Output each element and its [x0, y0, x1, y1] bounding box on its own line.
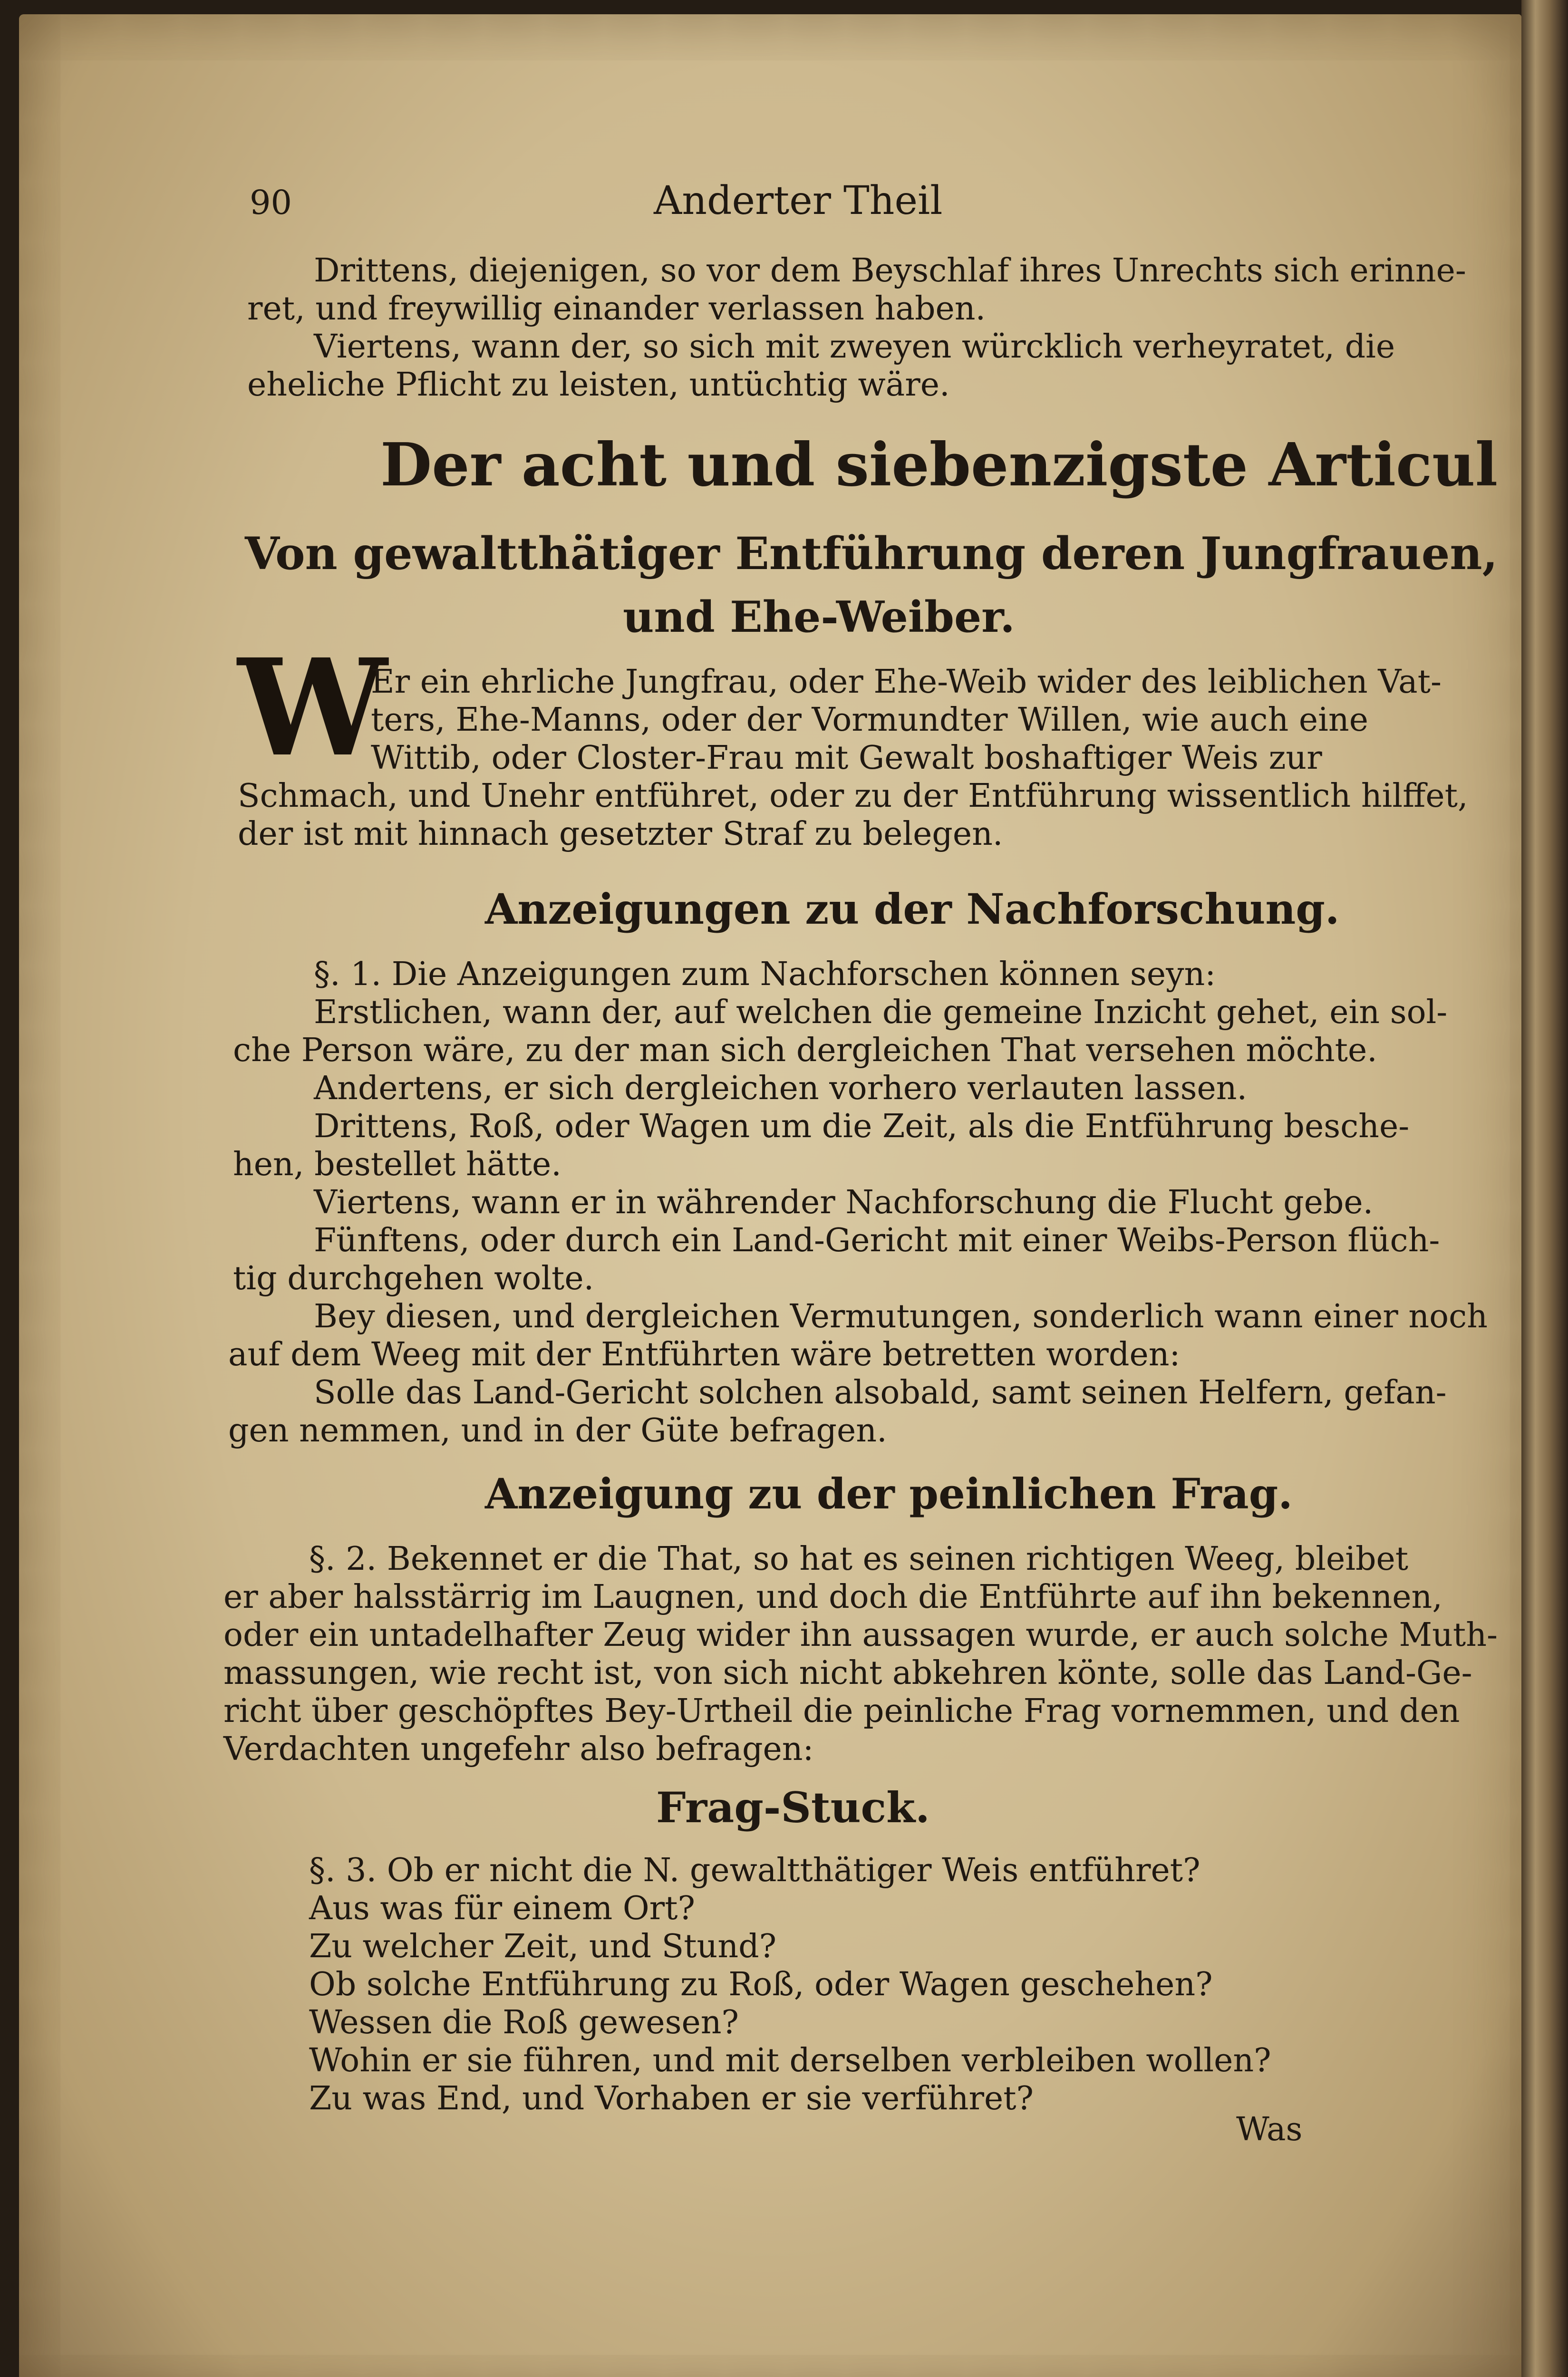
running-title: Anderter Theil: [654, 178, 943, 223]
section-heading: Frag-Stuck.: [656, 1783, 930, 1832]
text-line: Wessen die Roß gewesen?: [309, 2004, 739, 2041]
text-line: oder ein untadelhafter Zeug wider ihn aussagen wurde, er auch solche Muth-: [223, 1616, 1498, 1654]
text-line: er aber halsstärrig im Laugnen, und doch die Entführte auf ihn bekennen,: [223, 1578, 1442, 1616]
text-line: ters, Ehe-Manns, oder der Vormundter Willen, wie auch eine: [371, 701, 1368, 739]
text-line: Verdachten ungefehr also befragen:: [223, 1730, 814, 1768]
text-line: §. 2. Bekennet er die That, so hat es seinen richtigen Weeg, bleibet: [309, 1540, 1409, 1578]
text-line: Zu welcher Zeit, und Stund?: [309, 1928, 777, 1965]
book-gutter: [1521, 0, 1568, 2377]
text-line: Fünftens, oder durch ein Land-Gericht mit einer Weibs-Person flüch-: [314, 1222, 1440, 1259]
text-line: Drittens, diejenigen, so vor dem Beyschlaf ihres Unrechts sich erinne-: [314, 252, 1466, 290]
text-line: gen nemmen, und in der Güte befragen.: [228, 1412, 887, 1449]
text-line: Zu was End, und Vorhaben er sie verführet?: [309, 2080, 1034, 2117]
section-heading: Anzeigung zu der peinlichen Frag.: [485, 1469, 1293, 1518]
text-line: Ob solche Entführung zu Roß, oder Wagen geschehen?: [309, 1966, 1213, 2003]
drop-cap: W: [238, 630, 387, 786]
text-line: ret, und freywillig einander verlassen haben.: [247, 290, 986, 328]
catchword: Was: [1236, 2111, 1303, 2148]
text-line: §. 3. Ob er nicht die N. gewaltthätiger Weis entführet?: [309, 1852, 1200, 1889]
text-line: Andertens, er sich dergleichen vorhero verlauten lassen.: [314, 1070, 1248, 1107]
text-line: eheliche Pflicht zu leisten, untüchtig wäre.: [247, 366, 950, 404]
text-line: richt über geschöpftes Bey-Urtheil die peinliche Frag vornemmen, und den: [223, 1692, 1460, 1730]
text-line: Viertens, wann der, so sich mit zweyen würcklich verheyratet, die: [314, 328, 1395, 366]
text-line: Drittens, Roß, oder Wagen um die Zeit, als die Entführung besche-: [314, 1108, 1410, 1145]
text-line: Erstlichen, wann der, auf welchen die gemeine Inzicht gehet, ein sol-: [314, 994, 1448, 1031]
text-line: Solle das Land-Gericht solchen alsobald, samt seinen Helfern, gefan-: [314, 1374, 1447, 1411]
text-line: Wohin er sie führen, und mit derselben verbleiben wollen?: [309, 2042, 1271, 2079]
text-line: tig durchgehen wolte.: [233, 1260, 594, 1297]
text-line: Er ein ehrliche Jungfrau, oder Ehe-Weib wider des leiblichen Vat-: [371, 663, 1442, 701]
text-line: der ist mit hinnach gesetzter Straf zu belegen.: [238, 815, 1003, 853]
text-line: Viertens, wann er in währender Nachforschung die Flucht gebe.: [314, 1184, 1374, 1221]
text-line: §. 1. Die Anzeigungen zum Nachforschen können seyn:: [314, 956, 1216, 993]
text-line: Wittib, oder Closter-Frau mit Gewalt boshaftiger Weis zur: [371, 739, 1322, 777]
article-subtitle: Von gewaltthätiger Entführung deren Jungfrauen,: [245, 528, 1498, 580]
text-line: massungen, wie recht ist, von sich nicht abkehren könte, solle das Land-Ge-: [223, 1654, 1472, 1692]
article-subtitle-2: und Ehe-Weiber.: [623, 592, 1015, 642]
article-title: Der acht und siebenzigste Articul: [380, 430, 1498, 500]
section-heading: Anzeigungen zu der Nachforschung.: [485, 884, 1340, 934]
text-line: hen, bestellet hätte.: [233, 1146, 561, 1183]
text-line: Schmach, und Unehr entführet, oder zu der Entführung wissentlich hilffet,: [238, 777, 1468, 815]
text-line: che Person wäre, zu der man sich dergleichen That versehen möchte.: [233, 1032, 1377, 1069]
text-line: Aus was für einem Ort?: [309, 1890, 695, 1927]
text-line: auf dem Weeg mit der Entführten wäre betretten worden:: [228, 1336, 1181, 1373]
text-line: Bey diesen, und dergleichen Vermutungen, sonderlich wann einer noch: [314, 1298, 1488, 1335]
page-number: 90: [250, 183, 292, 222]
